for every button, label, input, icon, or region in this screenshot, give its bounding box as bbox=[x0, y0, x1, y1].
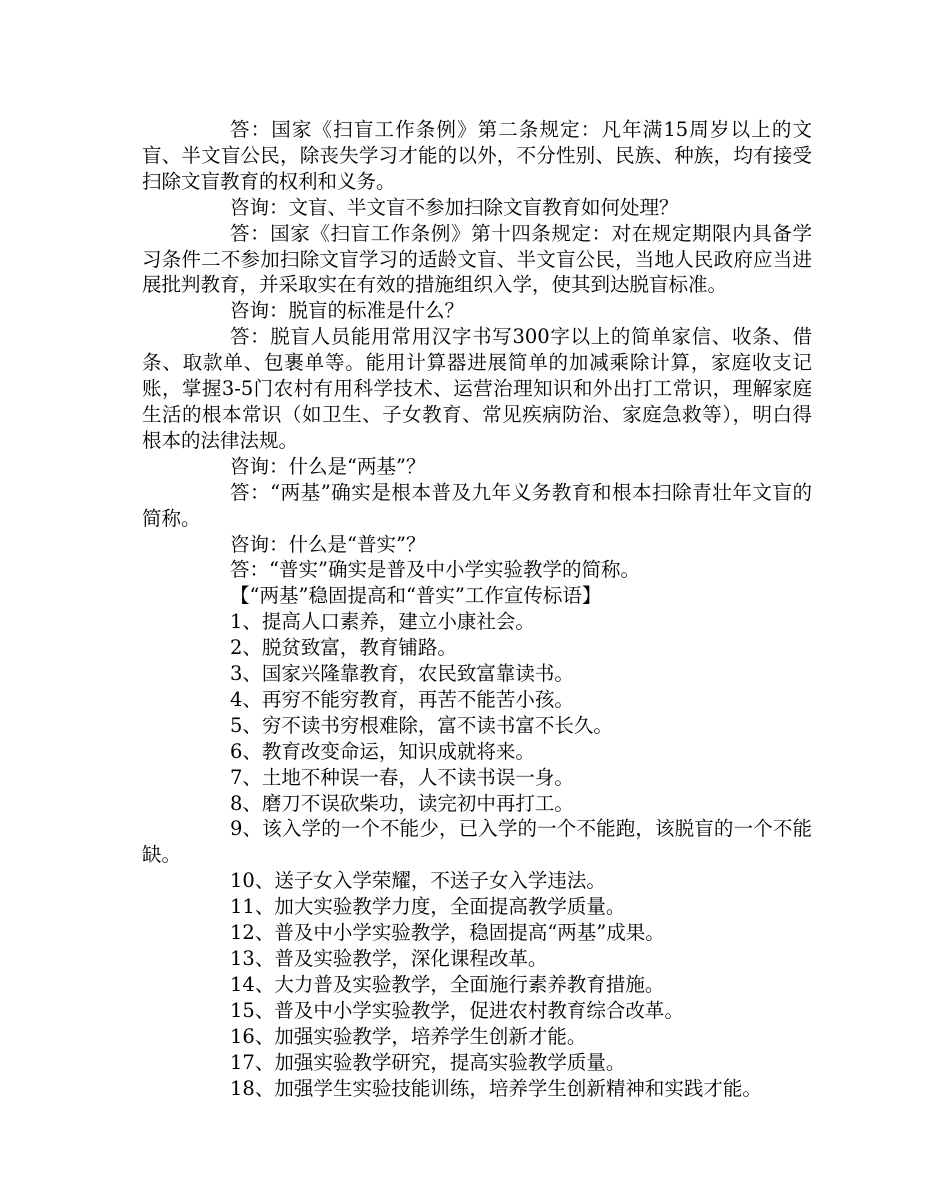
slogan-item: 10、送子女入学荣耀，不送子女入学违法。 bbox=[230, 869, 606, 893]
slogan-item: 17、加强实验教学研究，提高实验教学质量。 bbox=[230, 1050, 626, 1074]
slogan-item: 5、穷不读书穷根难除，富不读书富不长久。 bbox=[230, 713, 613, 737]
paragraph-pushi-answer: 答：“普实”确实是普及中小学实验教学的简称。 bbox=[230, 558, 640, 582]
slogan-item: 9、该入学的一个不能少，已入学的一个不能跑，该脱盲的一个不能缺。 bbox=[142, 817, 812, 867]
slogan-item: 15、普及中小学实验教学，促进农村教育综合改革。 bbox=[230, 998, 684, 1022]
paragraph-liangji-answer: 答：“两基”确实是根本普及九年义务教育和根本扫除青壮年文盲的简称。 bbox=[142, 480, 812, 530]
slogan-item: 2、脱贫致富，教育铺路。 bbox=[230, 636, 457, 660]
slogan-item: 1、提高人口素养，建立小康社会。 bbox=[230, 610, 535, 634]
slogan-item: 16、加强实验教学，培养学生创新才能。 bbox=[230, 1024, 587, 1048]
slogan-item: 6、教育改变命运，知识成就将来。 bbox=[230, 739, 535, 763]
slogan-item: 14、大力普及实验教学，全面施行素养教育措施。 bbox=[230, 972, 665, 996]
slogan-item: 4、再穷不能穷教育，再苦不能苦小孩。 bbox=[230, 687, 574, 711]
paragraph-question-standard: 咨询：脱盲的标准是什么？ bbox=[230, 299, 465, 323]
paragraph-article-2-answer: 答：国家《扫盲工作条例》第二条规定：凡年满15周岁以上的文盲、半文盲公民，除丧失学习才能的以外，不分性别、民族、种族，均有接受扫除文盲教育的权利和义务。 bbox=[142, 118, 812, 193]
slogan-item: 3、国家兴隆靠教育，农民致富靠读书。 bbox=[230, 662, 574, 686]
slogan-item: 8、磨刀不误砍柴功，读完初中再打工。 bbox=[230, 791, 574, 815]
section-heading-slogans: 【“两基”稳固提高和“普实”工作宣传标语】 bbox=[230, 584, 602, 608]
slogan-item: 11、加大实验教学力度，全面提高教学质量。 bbox=[230, 895, 626, 919]
slogan-item: 12、普及中小学实验教学，稳固提高“两基”成果。 bbox=[230, 921, 665, 945]
paragraph-question-pushi: 咨询：什么是“普实”？ bbox=[230, 532, 426, 556]
slogan-item: 13、普及实验教学，深化课程改革。 bbox=[230, 947, 548, 970]
slogan-item: 18、加强学生实验技能训练，培养学生创新精神和实践才能。 bbox=[230, 1076, 762, 1100]
paragraph-article-14-answer: 答：国家《扫盲工作条例》第十四条规定：对在规定期限内具备学习条件二不参加扫除文盲学习的适龄文盲、半文盲公民，当地人民政府应当进展批判教育，并采取实在有效的措施组织入学，使其到达脱盲标准。 bbox=[142, 221, 812, 297]
document-body bbox=[142, 117, 812, 1101]
paragraph-question-refusal: 咨询：文盲、半文盲不参加扫除文盲教育如何处理？ bbox=[230, 195, 679, 219]
paragraph-standard-answer: 答：脱盲人员能用常用汉字书写300字以上的简单家信、收条、借条、取款单、包裹单等。能用计算器进展简单的加减乘除计算，家庭收支记账，掌握3-5门农村有用科学技术、运营治理知识和外出打工常识，理解家庭生活的根本常识（如卫生、子女教育、常见疾病防治、家庭急救等），明白得根本的法律法规。 bbox=[142, 325, 812, 452]
paragraph-question-liangji: 咨询：什么是“两基”？ bbox=[230, 454, 426, 478]
slogan-item: 7、土地不种误一春，人不读书误一身。 bbox=[230, 765, 574, 789]
